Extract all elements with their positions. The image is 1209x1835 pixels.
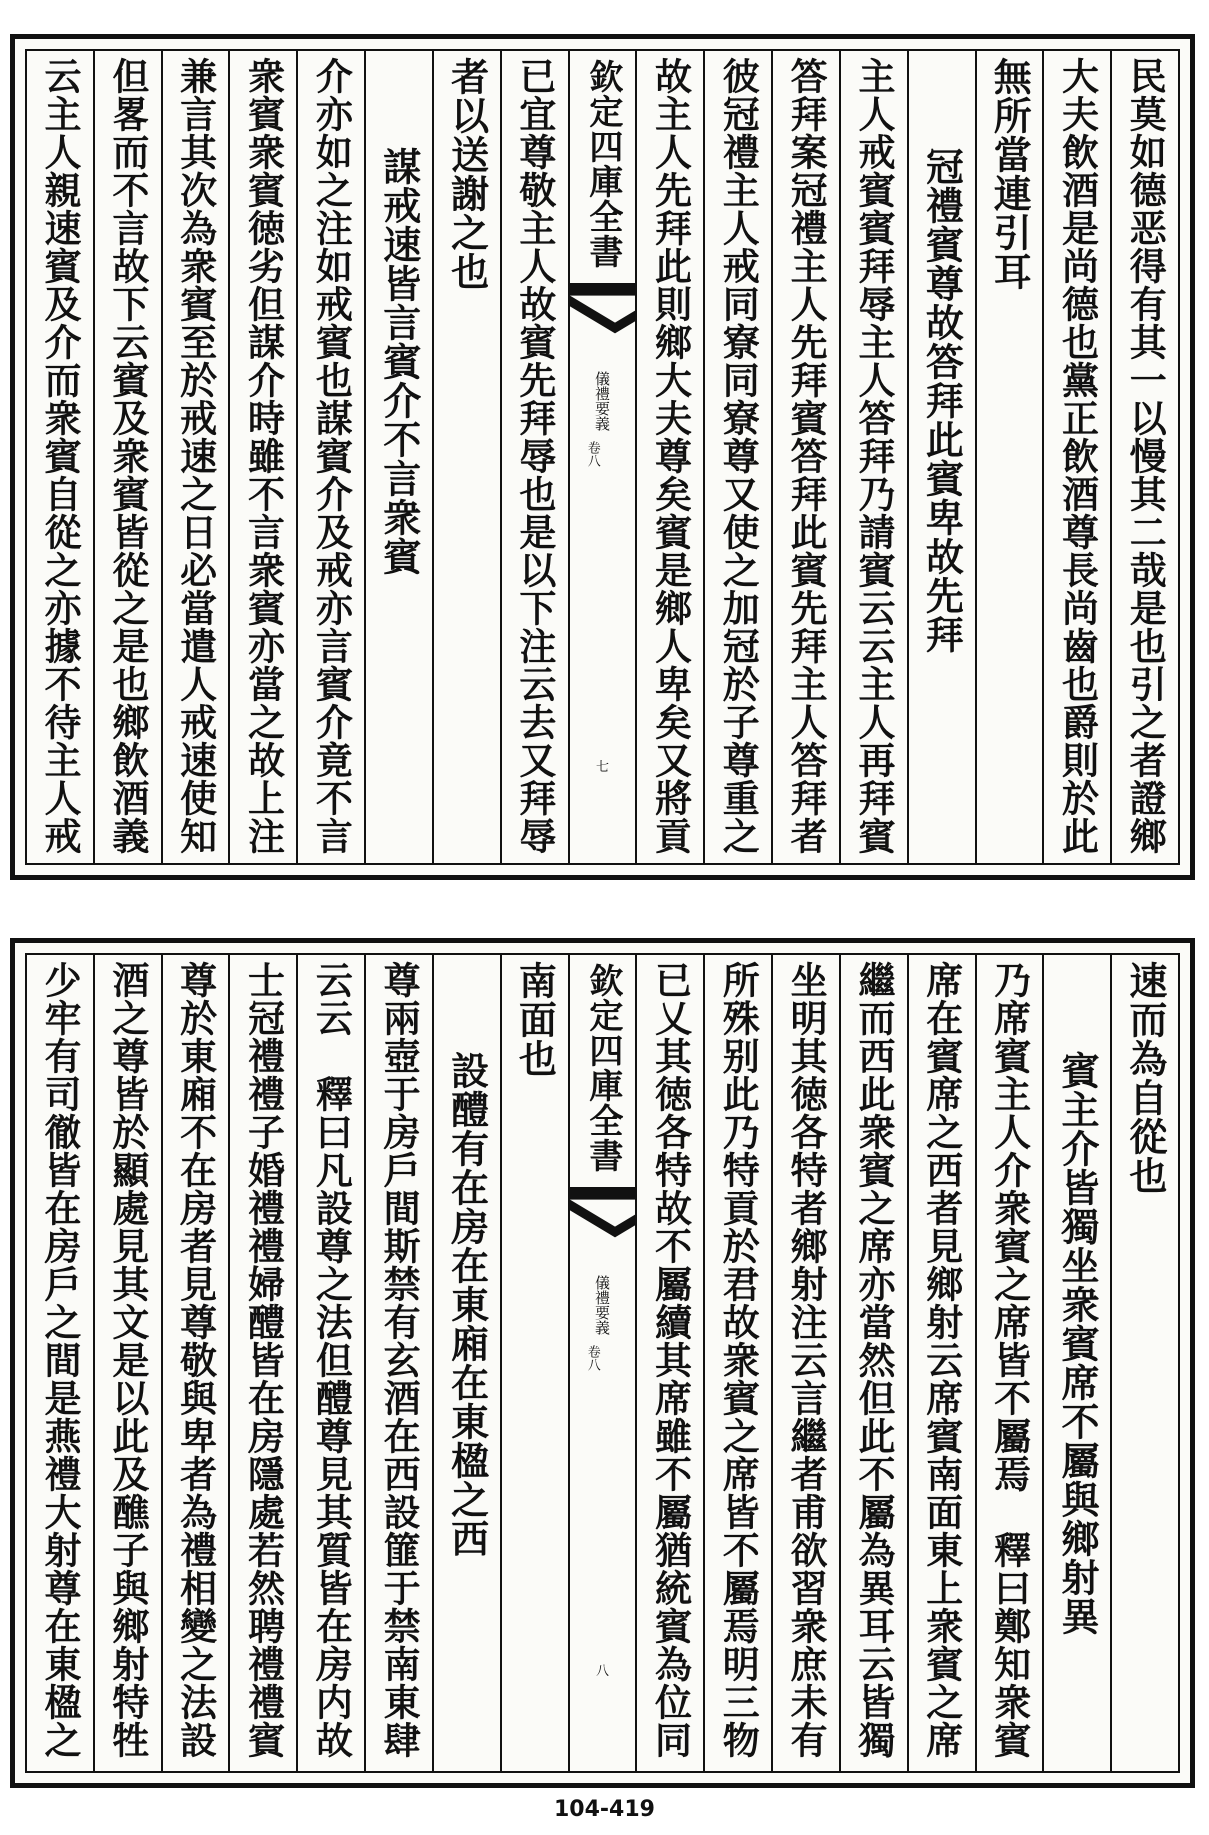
text-column [1042,955,1110,1771]
bottom-page-columns [25,953,1180,1773]
column-text: 民莫如德恶得有其一以慢其二哉是也引之者證鄉 [1123,57,1168,855]
text-column [839,955,907,1771]
text-column [771,51,839,863]
column-text: 介亦如之注如戒賓也謀賓介及戒亦言賓介竟不言 [309,57,354,855]
column-text: 酒之尊皆於顯處見其文是以此及醮子與鄉射特牲 [105,961,150,1759]
collection-title: 欽定四庫全書 [582,963,623,1173]
column-text: 故主人先拜此則鄉大夫尊矣賓是鄉人卑矣又將貢 [648,57,693,855]
volume-label: 卷八 [584,1345,600,1371]
text-column [500,51,568,863]
column-text: 大夫飲酒是尚德也黨正飲酒尊長尚齒也爵則於此 [1055,57,1100,855]
text-column [161,51,229,863]
column-text: 彼冠禮主人戒同寮同寮尊又使之加冠於子尊重之 [716,57,761,855]
text-column [27,51,93,863]
fishtail-mark-icon [570,283,636,337]
text-column [93,51,161,863]
column-text: 主人戒賓賓拜辱主人答拜乃請賓云云主人再拜賓 [851,57,896,855]
column-text: 者以送謝之也 [444,57,490,291]
center-fold-column [568,955,636,1771]
text-column [161,955,229,1771]
book-title: 儀禮要義 [592,371,611,431]
text-column [364,955,432,1771]
text-column [228,955,296,1771]
top-page-columns [25,49,1180,865]
column-text: 士冠禮禮子婚禮禮婦醴皆在房隱處若然聘禮禮賓 [241,961,286,1759]
column-text: 設醴有在房在東廂在東楹之西 [444,1051,490,1558]
text-column [839,51,907,863]
column-text: 南面也 [512,961,558,1078]
text-column [1042,51,1110,863]
text-column [432,955,500,1771]
text-column [635,955,703,1771]
text-column [635,51,703,863]
text-column [975,51,1043,863]
column-text: 兼言其次為衆賓至於戒速之日必當遣人戒速使知 [173,57,218,855]
column-text: 乃席賓主人介衆賓之席皆不屬焉 釋曰鄭知衆賓 [987,961,1032,1759]
text-column [975,955,1043,1771]
top-page-frame [10,34,1195,880]
column-text: 衆賓衆賓徳劣但謀介時雖不言衆賓亦當之故上注 [241,57,286,855]
text-column [1110,51,1178,863]
column-text: 云云 釋曰凡設尊之法但醴尊見其質皆在房内故 [309,961,354,1759]
column-text: 已乂其徳各特故不屬續其席雖不屬猶統賓為位同 [648,961,693,1759]
column-text: 尊於東廂不在房者見尊敬與卑者為禮相變之法設 [173,961,218,1759]
text-column [703,51,771,863]
text-column [432,51,500,863]
bottom-page-frame [10,938,1195,1788]
text-column [771,955,839,1771]
collection-title: 欽定四庫全書 [582,59,623,269]
column-text: 繼而西此衆賓之席亦當然但此不屬為異耳云皆獨 [851,961,896,1759]
text-column [27,955,93,1771]
text-column [364,51,432,863]
column-text: 已宜尊敬主人故賓先拜辱也是以下注云去又拜辱 [512,57,557,855]
column-text: 無所當連引耳 [987,57,1033,291]
column-text: 賓主介皆獨坐衆賓席不屬與鄉射異 [1055,1051,1101,1636]
column-text: 云主人親速賓及介而衆賓自從之亦據不待主人戒 [38,57,83,855]
leaf-number: 八 [595,1664,609,1679]
column-text: 坐明其徳各特者鄉射注云言繼者甫欲習衆庶未有 [784,961,829,1759]
volume-label: 卷八 [584,441,600,467]
fishtail-mark-icon [570,1187,636,1241]
text-column [93,955,161,1771]
column-text: 答拜案冠禮主人先拜賓答拜此賓先拜主人答拜者 [784,57,829,855]
column-text: 少牢有司徹皆在房戶之間是燕禮大射尊在東楹之 [38,961,83,1759]
text-column [907,955,975,1771]
column-text: 但畧而不言故下云賓及衆賓皆從之是也鄉飲酒義 [105,57,150,855]
column-text: 速而為自從也 [1122,961,1168,1195]
column-text: 謀戒速皆言賓介不言衆賓 [376,147,422,576]
column-text: 冠禮賓尊故答拜此賓卑故先拜 [919,147,965,654]
text-column [296,51,364,863]
text-column [228,51,296,863]
center-fold-column [568,51,636,863]
text-column [907,51,975,863]
text-column [703,955,771,1771]
column-text: 席在賓席之西者見鄉射云席賓南面東上衆賓之席 [919,961,964,1759]
text-column [1110,955,1178,1771]
text-column [296,955,364,1771]
leaf-number: 七 [595,760,609,775]
column-text: 尊兩壺于房戶間斯禁有玄酒在西設篚于禁南東肆 [377,961,422,1759]
footer-page-number: 104-419 [554,1797,655,1822]
book-title: 儀禮要義 [592,1275,611,1335]
column-text: 所殊别此乃特貢於君故衆賓之席皆不屬焉明三物 [716,961,761,1759]
text-column [500,955,568,1771]
